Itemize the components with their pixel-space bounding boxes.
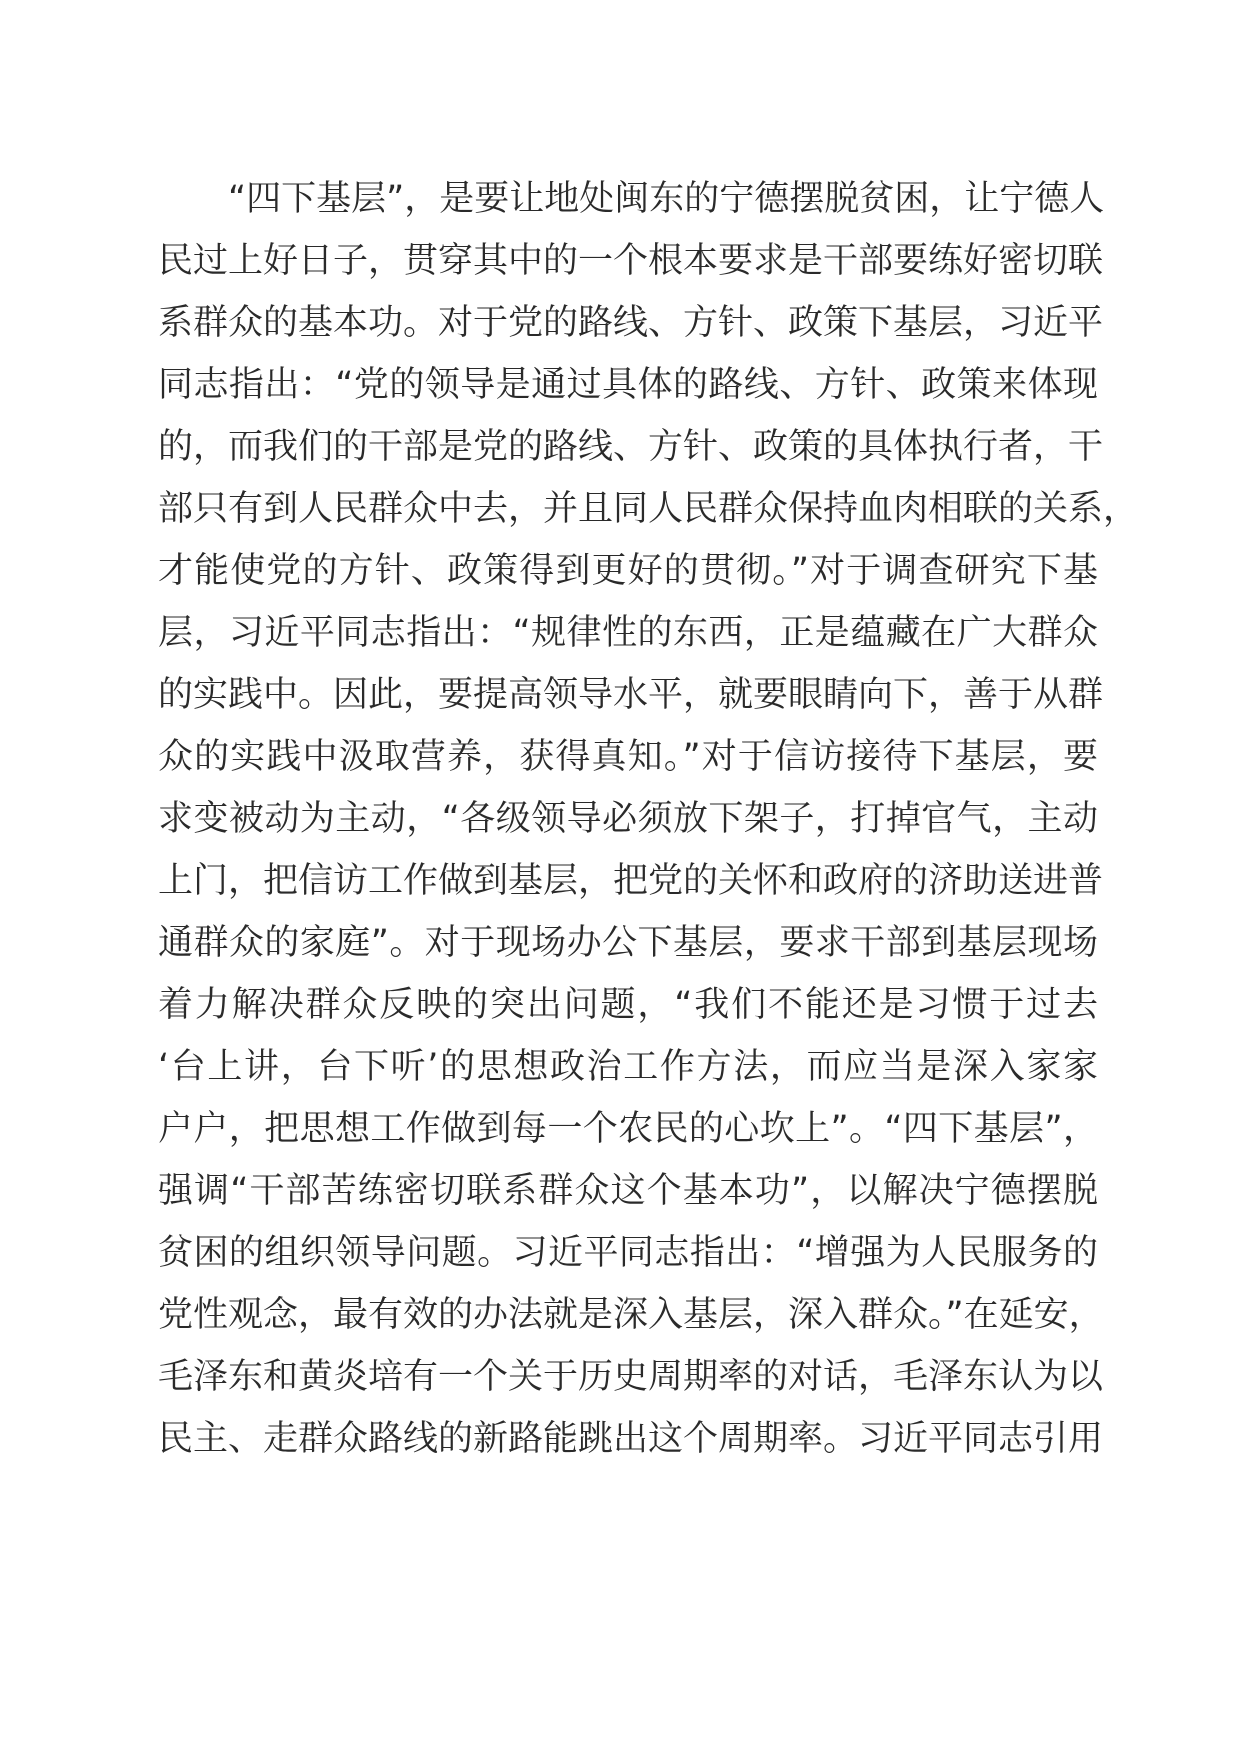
- paragraph-line: 贫困的组织领导问题。习近平同志指出：“增强为人民服务的: [158, 1233, 1098, 1273]
- paragraph-line: 系群众的基本功。对于党的路线、方针、政策下基层，习近平: [158, 303, 1104, 343]
- paragraph-line: 通群众的家庭”。对于现场办公下基层，要求干部到基层现场: [158, 923, 1098, 963]
- paragraph-line: 众的实践中汲取营养，获得真知。”对于信访接待下基层，要: [158, 737, 1098, 777]
- paragraph-line: 民主、走群众路线的新路能跳出这个周期率。习近平同志引用: [158, 1419, 1104, 1459]
- paragraph-line: 毛泽东和黄炎培有一个关于历史周期率的对话，毛泽东认为以: [158, 1357, 1104, 1397]
- paragraph-line: 求变被动为主动，“各级领导必须放下架子，打掉官气，主动: [158, 799, 1098, 839]
- paragraph-line: 民过上好日子，贯穿其中的一个根本要求是干部要练好密切联: [158, 241, 1104, 281]
- paragraph-line: 的，而我们的干部是党的路线、方针、政策的具体执行者，干: [158, 427, 1104, 467]
- paragraph-line: 强调“干部苦练密切联系群众这个基本功”，以解决宁德摆脱: [158, 1171, 1098, 1211]
- paragraph-line: 着力解决群众反映的突出问题，“我们不能还是习惯于过去: [158, 985, 1098, 1025]
- paragraph-line: “四下基层”，是要让地处闽东的宁德摆脱贫困，让宁德人: [228, 179, 1105, 219]
- paragraph-line: 才能使党的方针、政策得到更好的贯彻。”对于调查研究下基: [158, 551, 1098, 591]
- paragraph-line: ‘台上讲，台下听’的思想政治工作方法，而应当是深入家家: [158, 1047, 1098, 1087]
- paragraph-line: 户户，把思想工作做到每一个农民的心坎上”。“四下基层”，: [158, 1109, 1098, 1149]
- paragraph-line: 层，习近平同志指出：“规律性的东西，正是蕴藏在广大群众: [158, 613, 1098, 653]
- paragraph-line: 党性观念，最有效的办法就是深入基层，深入群众。”在延安，: [158, 1295, 1104, 1335]
- paragraph-line: 上门，把信访工作做到基层，把党的关怀和政府的济助送进普: [158, 861, 1104, 901]
- paragraph-line: 同志指出：“党的领导是通过具体的路线、方针、政策来体现: [158, 365, 1098, 405]
- paragraph-line: 部只有到人民群众中去，并且同人民群众保持血肉相联的关系，: [158, 489, 1139, 529]
- body-paragraph: [158, 168, 1139, 1470]
- paragraph-line: 的实践中。因此，要提高领导水平，就要眼睛向下，善于从群: [158, 675, 1104, 715]
